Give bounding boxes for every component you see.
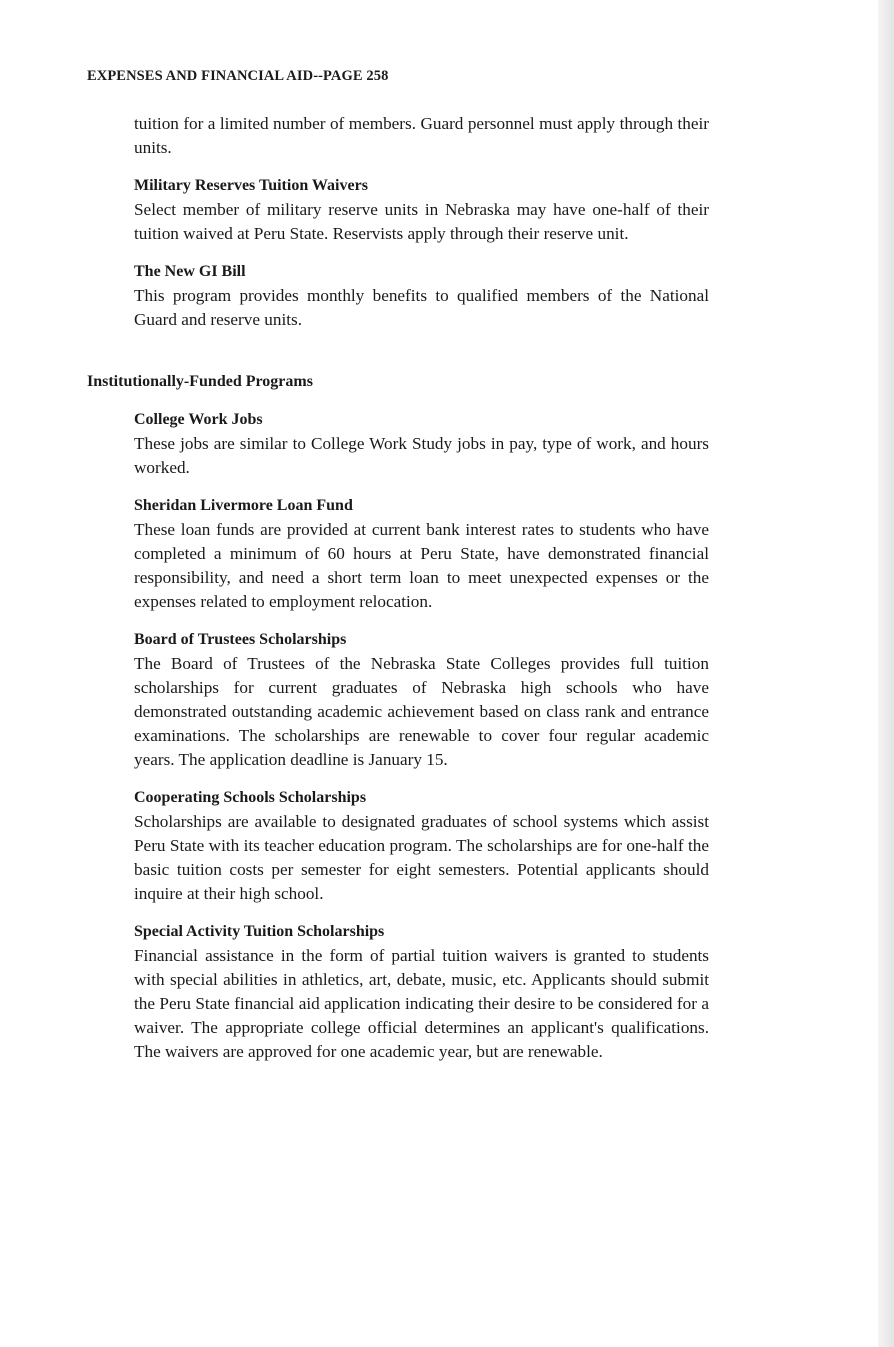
- subsection-body: Select member of military reserve units in Nebraska may have one-half of their tuition waived at Peru State. Reservists apply through their reserve unit.: [134, 200, 709, 243]
- subsection-title: Cooperating Schools Scholarships: [134, 789, 367, 806]
- subsection-title: Military Reserves Tuition Waivers: [134, 177, 368, 194]
- subsection-title: Special Activity Tuition Scholarships: [134, 923, 385, 940]
- subsection-college-work-jobs: [134, 408, 727, 480]
- subsection-body: This program provides monthly benefits to qualified members of the National Guard and reserve units.: [134, 286, 709, 329]
- section-institutionally-funded: [87, 370, 727, 1064]
- subsection-body: These jobs are similar to College Work Study jobs in pay, type of work, and hours worked.: [134, 434, 709, 477]
- subsection-sheridan-livermore-loan: [134, 494, 727, 614]
- subsection-body: Scholarships are available to designated graduates of school systems which assist Peru State with its teacher education program. The scholarships are for one-half the basic tuition costs per semester for eight semesters. Potential applicants should inquire at their high school.: [134, 812, 709, 903]
- subsection-title: Sheridan Livermore Loan Fund: [134, 497, 353, 514]
- subsection-title: College Work Jobs: [134, 411, 263, 428]
- subsection-body: These loan funds are provided at current bank interest rates to students who have completed a minimum of 60 hours at Peru State, have demonstrated financial responsibility, and need a short term loan to meet unexpected expenses or the expenses related to employment relocation.: [134, 520, 709, 611]
- subsection-cooperating-schools: [134, 786, 727, 906]
- subsection-title: Board of Trustees Scholarships: [134, 631, 347, 648]
- subsection-new-gi-bill: [134, 260, 727, 332]
- subsection-special-activity: [134, 920, 727, 1064]
- subsection-body: Financial assistance in the form of partial tuition waivers is granted to students with special abilities in athletics, art, debate, music, etc. Applicants should submit the Peru State financial aid application indicating their desire to be considered for a waiver. The appropriate college official determines an applicant's qualifications. The waivers are approved for one academic year, but are renewable.: [134, 946, 709, 1061]
- running-head: EXPENSES AND FINANCIAL AID--PAGE 258: [87, 68, 389, 84]
- page-edge: [878, 0, 894, 1347]
- page-content: [87, 112, 727, 1064]
- subsection-body: The Board of Trustees of the Nebraska State Colleges provides full tuition scholarships for current graduates of Nebraska high schools who have demonstrated outstanding academic achievement based on class rank and entrance examinations. The scholarships are renewable to cover four regular academic years. The application deadline is January 15.: [134, 654, 709, 769]
- subsection-board-of-trustees: [134, 628, 727, 772]
- intro-paragraph: tuition for a limited number of members. Guard personnel must apply through their units.: [134, 114, 709, 157]
- section-title: Institutionally-Funded Programs: [87, 373, 313, 390]
- subsection-title: The New GI Bill: [134, 263, 246, 280]
- subsection-military-reserves: [134, 174, 727, 246]
